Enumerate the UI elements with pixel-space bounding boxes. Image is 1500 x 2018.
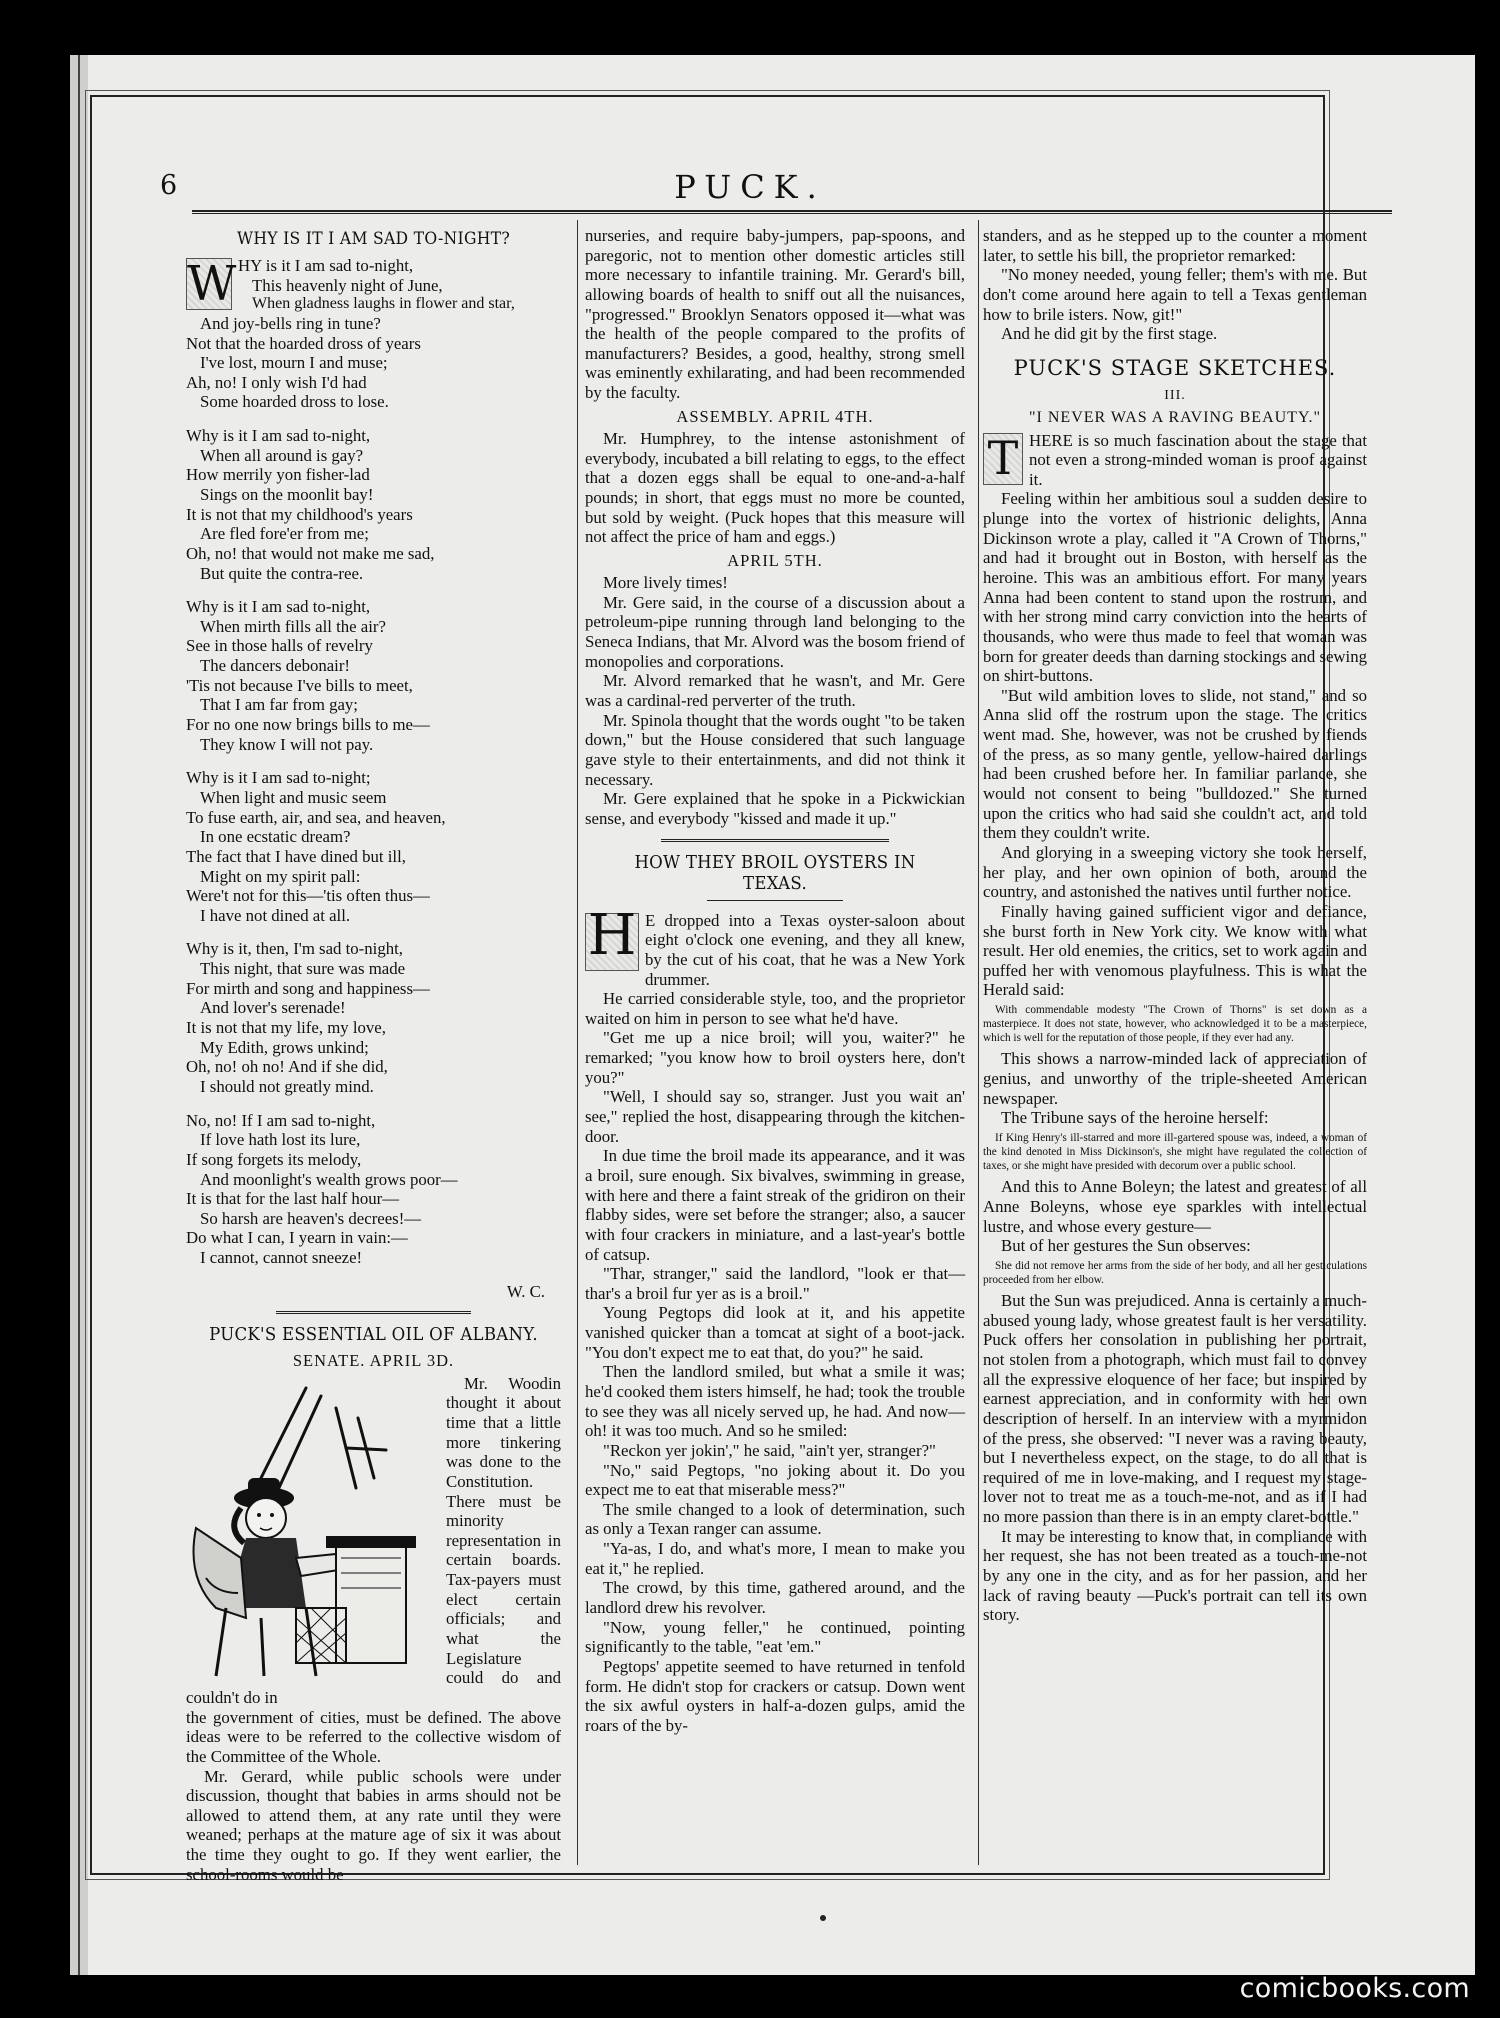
poem-line: So harsh are heaven's decrees!— <box>200 1208 422 1228</box>
poem-line: Sings on the moonlit bay! <box>200 485 374 504</box>
oysters-paragraph: The crowd, by this time, gathered around, and the landlord drew his revolver. <box>585 1578 965 1618</box>
poem-line: If love hath lost its lure, <box>200 1130 361 1150</box>
poem-line: Are fled fore'er from me; <box>200 524 369 544</box>
poem-stanza <box>186 939 561 1096</box>
oysters-paragraph: "Get me up a nice broil; will you, waiter?" he remarked; "you know how to broil oysters here, don't you?" <box>585 1028 965 1087</box>
section-divider <box>276 1311 471 1314</box>
section-divider <box>661 839 889 842</box>
poem-line: Were't not for this—'tis often thus— <box>186 886 430 906</box>
gere-explained-paragraph: Mr. Gere explained that he spoke in a Pickwickian sense, and everybody "kissed and made it up." <box>585 789 965 828</box>
poem-line: How merrily yon fisher-lad <box>186 465 370 485</box>
tribune-paragraph: The Tribune says of the heroine herself: <box>1001 1108 1269 1128</box>
oysters-paragraph: In due time the broil made its appearance, and it was a broil, sure enough. Six bivalves, swimming in grease, with here and there a faint streak of the gridiron on their flabby sides, were set before the stranger; also, a saucer with four crackers in miniature, and a last-year's bottle of catsup. <box>585 1146 965 1264</box>
poem-line: It is not that my childhood's years <box>186 504 413 524</box>
poem-line: I cannot, cannot sneeze! <box>200 1248 363 1268</box>
gere-paragraph: Mr. Gere said, in the course of a discussion about a petroleum-pipe running through land belonging to the Seneca Indians, that Mr. Alvord was the bosom friend of monopolies and corporations. <box>585 592 965 671</box>
poem-line: This night, that sure was made <box>200 959 406 979</box>
sketch-subtitle: "I NEVER WAS A RAVING BEAUTY." <box>1029 408 1321 426</box>
page-edge-rule <box>78 55 80 1975</box>
poem-line: Why is it I am sad to-night, <box>186 597 371 617</box>
woman-in-chair-illustration <box>186 1378 436 1678</box>
poem-line: The fact that I have dined but ill, <box>186 846 406 866</box>
poem-line: When gladness laughs in flower and star, <box>252 295 515 313</box>
column-rule <box>978 220 979 1865</box>
humphrey-paragraph: Mr. Humphrey, to the intense astonishment of everybody, incubated a bill relating to eggs, to the effect that a dozen eggs shall be equal to one-and-a-half pounds; in short, that eggs must no more be counted, but sold by weight. (Puck hopes that this measure will not affect the price of ham and eggs.) <box>585 429 965 547</box>
poem-title: WHY IS IT I AM SAD TO-NIGHT? <box>236 229 511 249</box>
woodin-paragraph: Mr. Woodin thought it about time that a little more tinkering was done to the Constitution. There must be minority representation in certain boards. Tax-payers must elect certain officials; and what the Legislature could do and couldn't do in <box>186 1373 561 1707</box>
albany-title: PUCK'S ESSENTIAL OIL OF ALBANY. <box>209 1324 538 1346</box>
poem-line: For no one now brings bills to me— <box>186 715 430 735</box>
poem-line: I have not dined at all. <box>200 905 351 925</box>
woman-in-chair-drawing <box>186 1378 436 1678</box>
title-underline <box>707 900 844 901</box>
poem-line: Not that the hoarded dross of years <box>186 333 421 353</box>
oysters-body <box>585 989 965 1735</box>
poem-line: And moonlight's wealth grows poor— <box>200 1169 458 1189</box>
poem-line: 'Tis not because I've bills to meet, <box>186 675 413 695</box>
narrow-paragraph: This shows a narrow-minded lack of appreciation of genius, and unworthy of the triple-sheeted American newspaper. <box>983 1049 1367 1108</box>
poem-line: I should not greatly mind. <box>200 1076 374 1096</box>
sketch-opening <box>983 431 1367 490</box>
oysters-paragraph: "Thar, stranger," said the landlord, "look er that—thar's a broil fur yer as is a broil." <box>585 1264 965 1303</box>
printer-mark <box>820 1915 826 1921</box>
page-number: 6 <box>160 170 178 201</box>
watermark: comicbooks.com <box>1239 1973 1470 2004</box>
header-rule <box>192 210 1392 214</box>
poem-stanza <box>186 1111 561 1268</box>
sketch-paragraph: Feeling within her ambitious soul a sudden desire to plunge into the vortex of histrionic delights, Anna Dickinson wrote a play, called it "A Crown of Thorns," and had it brought out in Boston, with herself as the heroine. This was an ambitious effort. For many years Anna had been content to stand upon the rostrum, and with her strong mind carry conviction into the hearts of thousands, who were thus made to feel that woman was born for greater deeds than darning stockings and sewing on shirt-buttons. <box>983 489 1367 686</box>
poem-line: It is not that my life, my love, <box>186 1018 386 1038</box>
poem-line: That I am far from gay; <box>200 695 358 715</box>
poem-line: In one ecstatic dream? <box>200 827 351 847</box>
april5-subhead: APRIL 5TH. <box>727 550 823 570</box>
poem-line: I've lost, mourn I and muse; <box>200 353 388 373</box>
poem-line: Might on my spirit pall: <box>200 866 361 886</box>
tribune-quote: If King Henry's ill-starred and more ill-gartered spouse was, indeed, a woman of the kind denoted in Miss Dickinson's, she might have regulated the collection of taxes, or she might have presided with decorum over a public school. <box>983 1131 1367 1173</box>
poem-line: To fuse earth, air, and sea, and heaven, <box>186 807 446 827</box>
column-1 <box>186 226 561 1884</box>
poem-line: My Edith, grows unkind; <box>200 1037 369 1057</box>
poem-line: No, no! If I am sad to-night, <box>186 1110 376 1130</box>
sketch-numeral: III. <box>1164 388 1186 404</box>
sketch-opening-text: HERE is so much fascination about the stage that not even a strong-minded woman is proof against it. <box>1029 430 1367 489</box>
oysters-paragraph: Pegtops' appetite seemed to have returned in tenfold form. He didn't stop for crackers or catsup. Down went the six awful oysters in half-a-dozen gulps, amid the roars of the by- <box>585 1656 965 1735</box>
poem-line: Oh, no! that would not make me sad, <box>186 543 435 563</box>
oysters-paragraph: And he did git by the first stage. <box>1001 324 1218 344</box>
sketch-paragraph: Finally having gained sufficient vigor and defiance, she burst forth in New York city. We know with what result. Her old enemies, the critics, set to work again and puffed her with venomous playfulness. This is what the Herald said: <box>983 901 1367 1000</box>
oysters-opening <box>585 902 965 990</box>
oysters-paragraph: "No money needed, young feller; them's with me. But don't come around here again to tell a Texas gentleman how to brile isters. Now, git!" <box>983 265 1367 324</box>
prejudiced-paragraph: But the Sun was prejudiced. Anna is certainly a much-abused young lady, whose greatest fault is her versatility. Puck offers her consolation in publishing her portrait, not stolen from a photograph, which must fail to convey all the expressive eloquence of her face; but inspired by earnest appreciation, and in conformity with her own description of herself. In an interview with a myrmidon of the press, she observed: "I never was a raving beauty, but I nevertheless expect, on the stage, to do all that is required of me in love-making, and I request my stage-lover not to treat me as a touch-me-not, and as if I had no more passion than there is in an empty claret-bottle." <box>983 1291 1367 1527</box>
poem-line: Ah, no! I only wish I'd had <box>186 372 367 392</box>
herald-quote: With commendable modesty "The Crown of Thorns" is set down as a masterpiece. It does not state, however, who acknowledged it to be a masterpiece, which is well for the reputation of those people, if they ever had any. <box>983 1004 1367 1045</box>
poem-line: If song forgets its melody, <box>186 1149 362 1169</box>
column-2 <box>585 226 965 1736</box>
oysters-paragraph: "Now, young feller," he continued, pointing significantly to the table, "eat 'em." <box>585 1617 965 1657</box>
poem-signature: W. C. <box>506 1281 545 1301</box>
spinola-paragraph: Mr. Spinola thought that the words ought "to be taken down," but the House considered that such language gave style to their entertainments, and did not think it necessary. <box>585 710 965 789</box>
oysters-paragraph: The smile changed to a look of determination, such as only a Texan ranger can assume. <box>585 1499 965 1539</box>
poem-line: Do what I can, I yearn in vain:— <box>186 1228 408 1248</box>
poem-line: See in those halls of revelry <box>186 636 373 656</box>
alvord-paragraph: Mr. Alvord remarked that he wasn't, and Mr. Gere was a cardinal-red perverter of the truth. <box>585 671 965 711</box>
masthead-title: PUCK. <box>674 168 826 206</box>
oysters-paragraph: Young Pegtops did look at it, and his appetite vanished quicker than a tomcat at sight of a boot-jack. "You don't expect me to eat that, do you?" he said. <box>585 1303 965 1362</box>
sketch-paragraph: And glorying in a sweeping victory she took herself, her play, and her own opinion of both, around the country, and astonished the natives until further notice. <box>983 842 1367 902</box>
sketch-paragraph: "But wild ambition loves to slide, not stand," and so Anna slid off the rostrum upon the stage. The critics went mad. She, however, was not be crushed by fiends of the press, as so many gentle, yellow-haired darlings had been crushed before her. In familiar parlance, she would not consent to being "bulldozed." She turned upon the critics who had said she couldn't act, and told them they couldn't write. <box>983 685 1367 843</box>
poem-line: When mirth fills all the air? <box>200 616 386 636</box>
drop-cap: H <box>585 913 639 971</box>
oysters-paragraph: "Reckon yer jokin'," he said, "ain't yer, stranger?" <box>603 1440 936 1460</box>
oysters-opening-text: E dropped into a Texas oyster-saloon about eight o'clock one evening, and they all knew, by the cut of his coat, that he was a New York drummer. <box>645 910 965 989</box>
column-3 <box>983 226 1367 1625</box>
oysters-ending <box>983 265 1367 344</box>
poem-stanza <box>186 768 561 925</box>
poem-line: This heavenly night of June, <box>252 275 443 295</box>
closing-paragraph: It may be interesting to know that, in compliance with her request, she has not been treated as a touch-me-not by any one in the city, and as for her passion, and her lack of raving beauty —Puck's portrait can tell its own story. <box>983 1526 1367 1625</box>
poem-line: When light and music seem <box>200 787 387 807</box>
column-rule <box>577 220 578 1865</box>
drop-cap: W <box>187 255 237 312</box>
poem-line: Why is it, then, I'm sad to-night, <box>186 939 403 959</box>
albany-continued: nurseries, and require baby-jumpers, pap-spoons, and paregoric, not to mention other domestic articles still more necessary to infantile training. Mr. Gerard's bill, allowing boards of health to sniff out all the nuisances, "progressed." Brooklyn Senators opposed it—what was the health of the people compared to the profits of manufacturers? Besides, a good, healthy, strong smell was eminently exhilarating, and had been recommended by the faculty. <box>585 226 965 403</box>
oysters-paragraph: He carried considerable style, too, and the proprietor waited on him in person to see what he'd have. <box>585 989 965 1028</box>
assembly-subhead: ASSEMBLY. APRIL 4TH. <box>676 406 874 426</box>
sketch-body <box>983 489 1367 1000</box>
poem-line: It is that for the last half hour— <box>186 1189 399 1209</box>
poem-line: Why is it I am sad to-night, <box>186 426 371 446</box>
oysters-title: HOW THEY BROIL OYSTERS IN TEXAS. <box>634 851 916 894</box>
poem-line: They know I will not pay. <box>200 734 374 754</box>
gerard-paragraph: Mr. Gerard, while public schools were under discussion, thought that babies in arms should not be allowed to attend them, at any rate until they were weaned; perhaps at the mature age of six it was about the time they ought to go. If they went earlier, the school-rooms would be <box>186 1766 561 1884</box>
poem-line: The dancers debonair! <box>200 656 351 676</box>
albany-paragraph: the government of cities, must be defined. The above ideas were to be referred to the collective wisdom of the Committee of the Whole. <box>186 1707 561 1766</box>
sun-quote: She did not remove her arms from the side of her body, and all her gesticulations proceeded from her elbow. <box>983 1259 1367 1286</box>
boleyn-paragraph: And this to Anne Boleyn; the latest and greatest of all Anne Boleyns, whose eye sparkles with intellectual lustre, and whose every gesture— <box>983 1177 1367 1236</box>
poem-line: When all around is gay? <box>200 445 364 465</box>
oysters-paragraph: Then the landlord smiled, but what a smile it was; he'd cooked them isters himself, he had; took the trouble to see they was all nicely served up, he had. And now—oh! it was too much. And so he smiled: <box>585 1362 965 1441</box>
poem-stanza <box>186 426 561 583</box>
poem-line: Why is it I am sad to-night; <box>186 768 371 788</box>
poem <box>186 256 561 1268</box>
oysters-paragraph: "No," said Pegtops, "no joking about it. Do you expect me to eat that miserable mess?" <box>585 1460 965 1500</box>
poem-line: Oh, no! oh no! And if she did, <box>186 1057 388 1077</box>
poem-line: For mirth and song and happiness— <box>186 978 430 998</box>
oysters-continued: standers, and as he stepped up to the counter a moment later, to settle his bill, the proprietor remarked: <box>983 226 1367 265</box>
senate-subhead: SENATE. APRIL 3D. <box>292 1351 455 1371</box>
poem-line: HY is it I am sad to-night, <box>238 255 414 275</box>
poem-stanza <box>186 256 561 412</box>
sketches-title: PUCK'S STAGE SKETCHES. <box>1013 355 1337 380</box>
drop-cap: T <box>983 433 1023 485</box>
oysters-paragraph: "Well, I should say so, stranger. Just you wait an' see," replied the host, disappearing through the kitchen-door. <box>585 1087 965 1146</box>
poem-line: But quite the contra-ree. <box>200 563 364 583</box>
lively-paragraph: More lively times! <box>603 573 728 593</box>
oysters-paragraph: "Ya-as, I do, and what's more, I mean to make you eat it," he replied. <box>585 1539 965 1578</box>
sun-paragraph: But of her gestures the Sun observes: <box>1001 1236 1251 1256</box>
poem-line: And joy-bells ring in tune? <box>200 313 381 333</box>
poem-line: Some hoarded dross to lose. <box>200 392 389 412</box>
poem-line: And lover's serenade! <box>200 998 346 1018</box>
poem-stanza <box>186 597 561 754</box>
